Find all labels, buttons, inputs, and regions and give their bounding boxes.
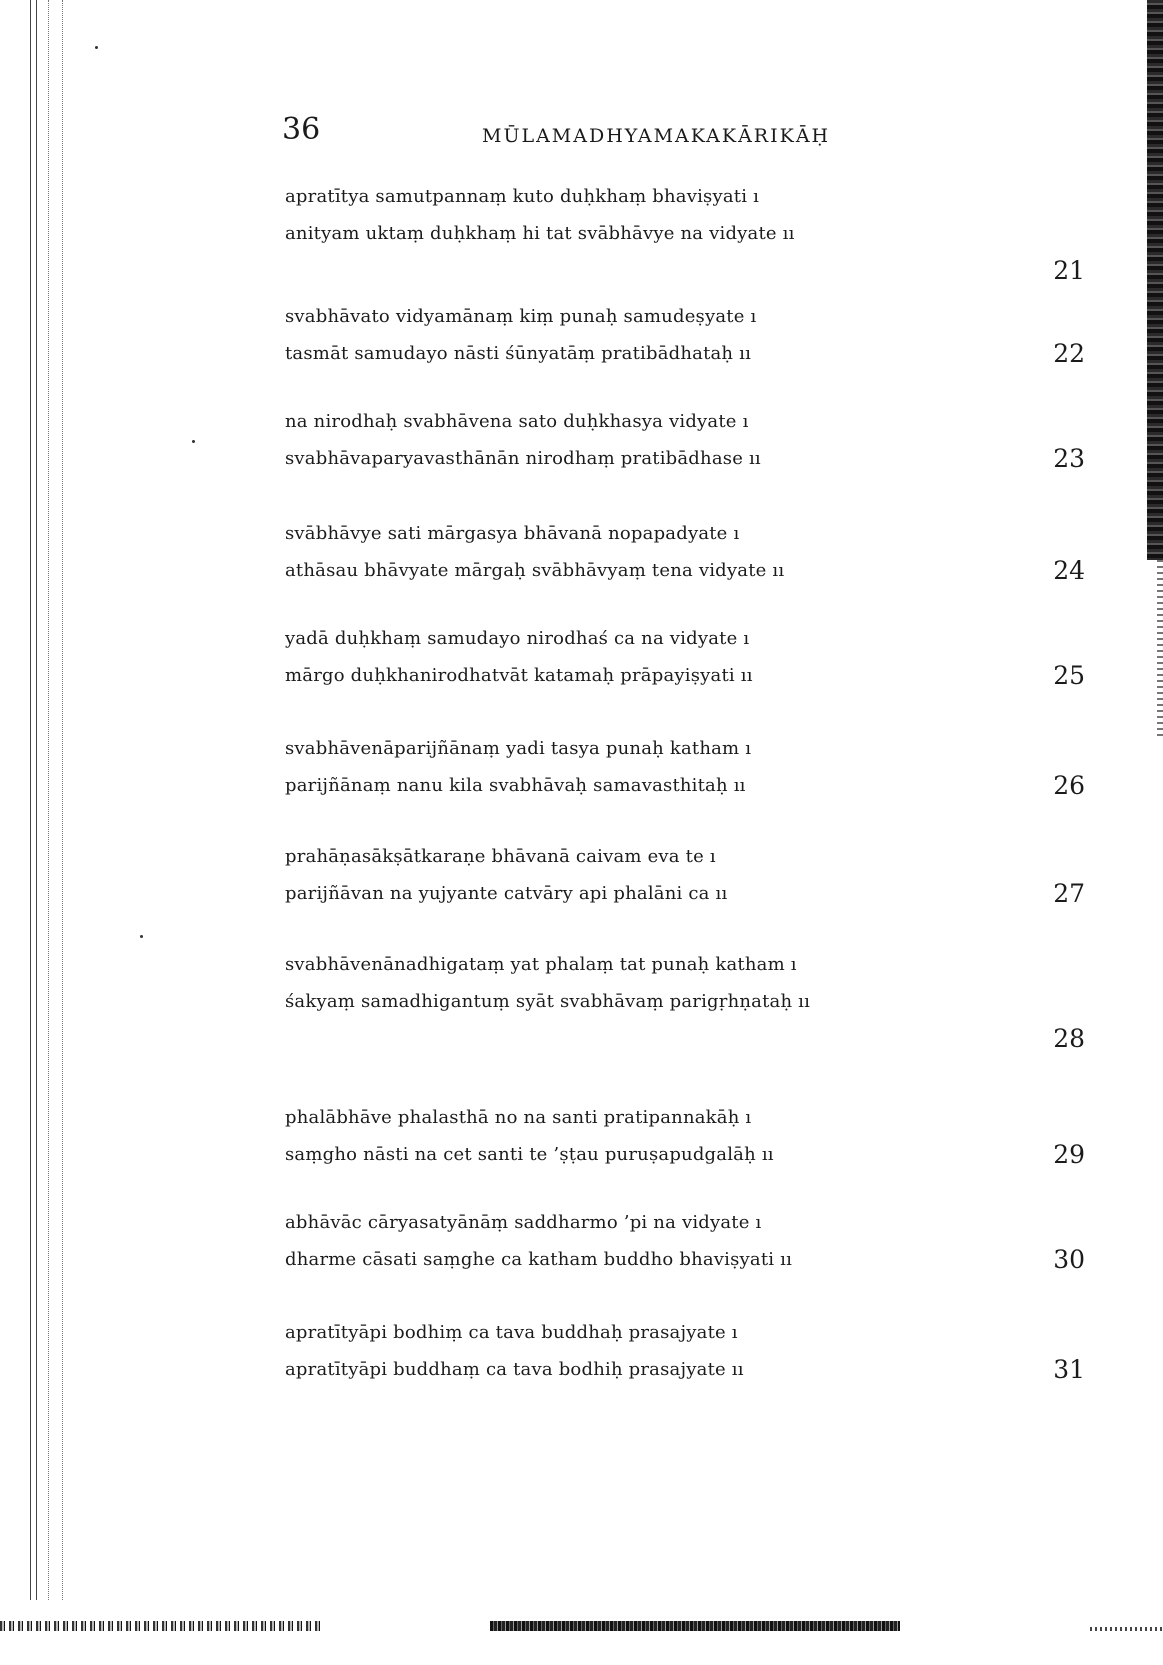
verse-number: 28 [1053,1024,1085,1053]
verse-line-1: prahāṇasākṣātkaraṇe bhāvanā caivam eva te ı [285,846,716,867]
verse-25 [285,620,1085,730]
verse-list [285,178,1085,1394]
scan-rule [36,0,37,1600]
page-number: 36 [282,112,321,147]
verse-line-1: abhāvāc cāryasatyānāṃ saddharmo ’pi na vidyate ı [285,1212,762,1233]
scan-right-edge [1147,0,1163,560]
verse-number: 27 [1053,879,1085,908]
verse-line-2: anityam uktaṃ duḥkhaṃ hi tat svābhāvye na vidyate ıı [285,223,795,244]
verse-29 [285,1099,1085,1204]
verse-30 [285,1204,1085,1314]
verse-line-2: athāsau bhāvyate mārgaḥ svābhāvyaṃ tena vidyate ıı [285,560,785,581]
verse-26 [285,730,1085,838]
verse-number: 30 [1053,1245,1085,1274]
verse-line-1: yadā duḥkhaṃ samudayo nirodhaś ca na vidyate ı [285,628,750,649]
scan-rule [62,0,63,1600]
scan-left-margin [0,0,70,1600]
verse-21 [285,178,1085,298]
verse-line-2: tasmāt samudayo nāsti śūnyatāṃ pratibādhataḥ ıı [285,343,752,364]
verse-number: 26 [1053,771,1085,800]
verse-line-2: dharme cāsati saṃghe ca katham buddho bhaviṣyati ıı [285,1249,793,1270]
scan-speck [140,935,143,938]
verse-31 [285,1314,1085,1394]
verse-line-1: svabhāvenāparijñānaṃ yadi tasya punaḥ katham ı [285,738,752,759]
scan-right-edge-lower [1157,560,1163,740]
verse-line-2: śakyaṃ samadhigantuṃ syāt svabhāvaṃ parigṛhṇataḥ ıı [285,991,811,1012]
page-title: MŪLAMADHYAMAKAKĀRIKĀḤ [482,125,831,147]
verse-number: 22 [1053,339,1085,368]
verse-line-2: saṃgho nāsti na cet santi te ’ṣṭau puruṣapudgalāḥ ıı [285,1144,774,1165]
verse-line-1: apratītyāpi bodhiṃ ca tava buddhaḥ prasajyate ı [285,1322,738,1343]
running-head [282,112,1082,152]
verse-number: 24 [1053,556,1085,585]
verse-number: 23 [1053,444,1085,473]
verse-line-1: phalābhāve phalasthā no na santi pratipannakāḥ ı [285,1107,752,1128]
verse-line-2: mārgo duḥkhanirodhatvāt katamaḥ prāpayiṣyati ıı [285,665,753,686]
verse-23 [285,403,1085,515]
verse-number: 25 [1053,661,1085,690]
verse-28 [285,946,1085,1099]
scan-bottom-strip-center [490,1621,900,1631]
verse-line-2: apratītyāpi buddhaṃ ca tava bodhiḥ prasajyate ıı [285,1359,744,1380]
verse-line-2: parijñāvan na yujyante catvāry api phalāni ca ıı [285,883,728,904]
verse-27 [285,838,1085,946]
verse-line-1: na nirodhaḥ svabhāvena sato duḥkhasya vidyate ı [285,411,749,432]
scan-bottom-strip-left [0,1621,320,1631]
verse-line-1: svābhāvye sati mārgasya bhāvanā nopapadyate ı [285,523,740,544]
scan-speck [192,440,195,443]
scan-rule [48,0,49,1600]
scan-speck [95,46,98,49]
verse-number: 29 [1053,1140,1085,1169]
verse-number: 31 [1053,1355,1085,1384]
verse-24 [285,515,1085,620]
verse-line-2: svabhāvaparyavasthānān nirodhaṃ pratibādhase ıı [285,448,761,469]
verse-line-1: svabhāvato vidyamānaṃ kiṃ punaḥ samudeṣyate ı [285,306,757,327]
verse-22 [285,298,1085,403]
scan-rule [30,0,31,1600]
scan-bottom-strip-right [1090,1627,1163,1631]
verse-line-2: parijñānaṃ nanu kila svabhāvaḥ samavasthitaḥ ıı [285,775,746,796]
verse-number: 21 [1053,256,1085,285]
verse-line-1: apratītya samutpannaṃ kuto duḥkhaṃ bhaviṣyati ı [285,186,760,207]
verse-line-1: svabhāvenānadhigataṃ yat phalaṃ tat punaḥ katham ı [285,954,797,975]
